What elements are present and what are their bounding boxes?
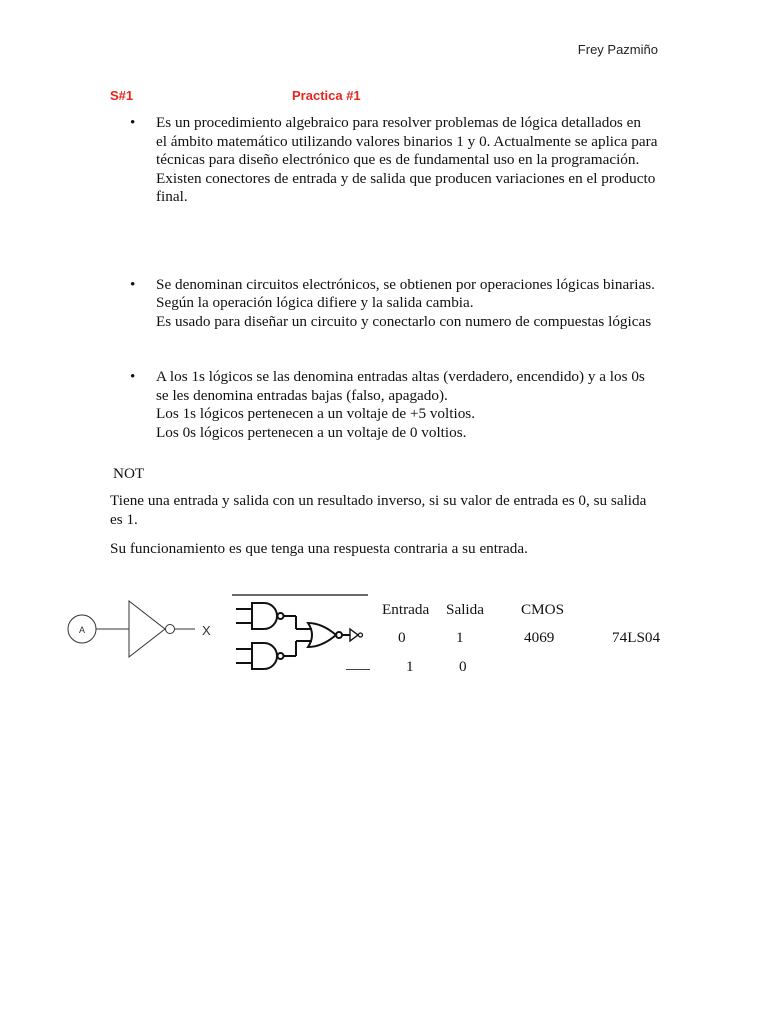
- bullet-2-line-1: • Se denominan circuitos electrónicos, se obtienen por operaciones lógicas binarias.: [156, 275, 655, 293]
- bullet-1-line-3: técnicas para diseño electrónico que es de fundamental uso en la programación.: [156, 151, 640, 168]
- section-title-not: NOT: [113, 465, 145, 482]
- bullet-1-line-5: final.: [156, 188, 188, 205]
- bullet-2-line-3: Es usado para diseñar un circuito y conectarlo con numero de compuestas lógicas: [156, 312, 652, 330]
- bullet-1-line-1: • Es un procedimiento algebraico para resolver problemas de lógica detallados en: [156, 114, 641, 131]
- bullet-2-line-2: Según la operación lógica difiere y la salida cambia.: [156, 294, 474, 311]
- not-gate-triangle: [129, 601, 165, 657]
- bullet-1-line-2: el ámbito matemático utilizando valores binarios 1 y 0. Actualmente se aplica para: [156, 132, 658, 150]
- practice-code: S#1: [110, 88, 134, 103]
- not-function: Su funcionamiento es que tenga una respuesta contraria a su entrada.: [110, 540, 528, 557]
- practice-title: Practica #1: [292, 88, 361, 103]
- header-salida: Salida: [446, 601, 484, 618]
- header-entrada: Entrada: [382, 601, 430, 618]
- bullet-item-3: [110, 368, 660, 442]
- bullet-list: [110, 114, 660, 442]
- not-description: Tiene una entrada y salida con un resultado inverso, si su valor de entrada es 0, su salida es 1.: [110, 492, 647, 528]
- not-gate-bubble: [166, 625, 175, 634]
- bullet-item-1: [110, 114, 660, 207]
- row1-entrada: 0: [398, 629, 406, 646]
- row1-ttl: 74LS04: [612, 629, 661, 646]
- input-label: A: [78, 625, 86, 635]
- author-name: Frey Pazmiño: [577, 42, 658, 57]
- bullet-3-line-1: • A los 1s lógicos se las denomina entradas altas (verdadero, encendido) y a los 0s: [156, 368, 645, 385]
- bullet-1-line-4: Existen conectores de entrada y de salida que producen variaciones en el producto: [156, 169, 656, 187]
- row1-cmos: 4069: [524, 629, 555, 646]
- bullet-3-line-3: Los 1s lógicos pertenecen a un voltaje de +5 voltios.: [156, 405, 475, 422]
- logic-diagram: [60, 585, 380, 685]
- not-gate-symbol: [68, 601, 211, 657]
- output-label: X: [202, 623, 211, 638]
- bullet-item-2: [110, 276, 660, 332]
- table-underline: [346, 669, 370, 670]
- combinational-circuit: [232, 595, 368, 669]
- bullet-3-line-2: se les denomina entradas bajas (falso, apagado).: [156, 386, 448, 404]
- row2-salida: 0: [459, 658, 467, 675]
- header-cmos: CMOS: [521, 601, 565, 618]
- row1-salida: 1: [456, 629, 464, 646]
- bullet-3-line-4: Los 0s lógicos pertenecen a un voltaje de 0 voltios.: [156, 423, 467, 441]
- row2-entrada: 1: [406, 658, 414, 675]
